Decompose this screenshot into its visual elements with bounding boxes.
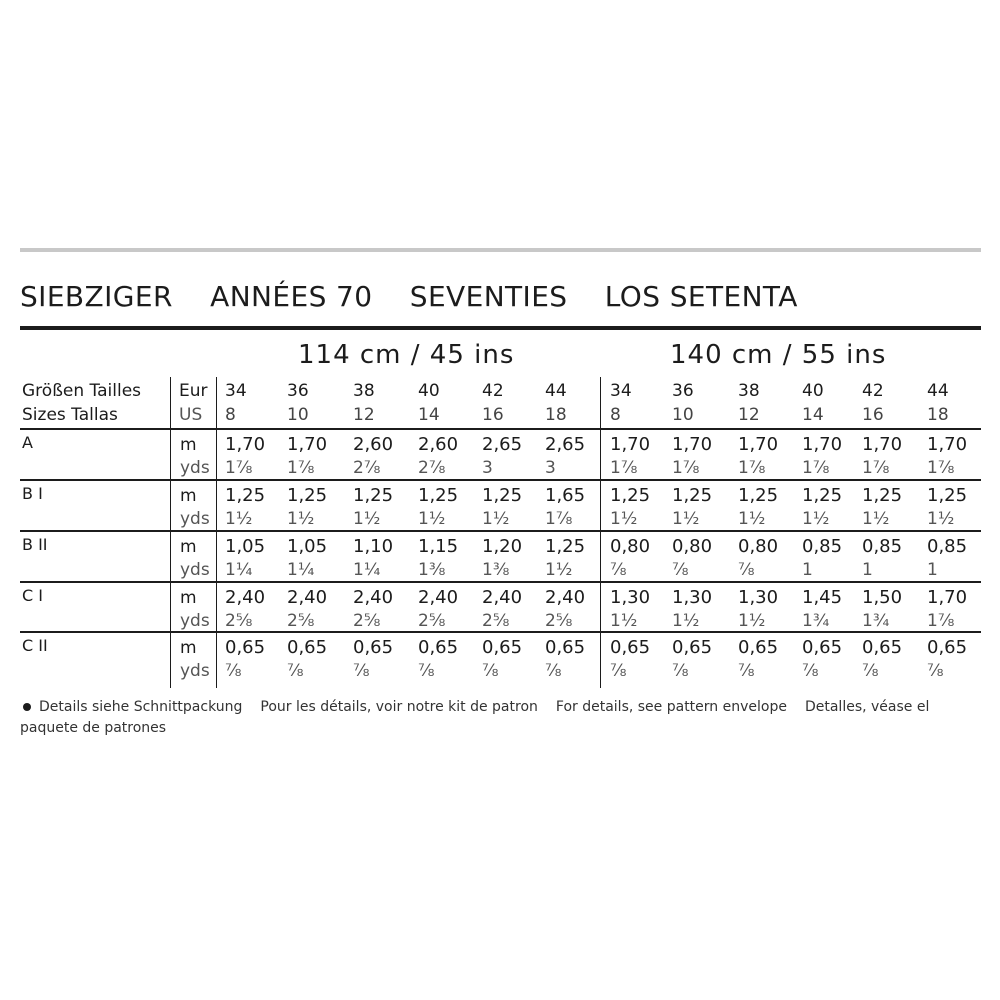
yardage-meters: 2,65 bbox=[545, 434, 586, 455]
size-eur: 40 bbox=[418, 381, 440, 401]
yardage-meters: 2,40 bbox=[353, 587, 394, 608]
unit-meters: m bbox=[180, 435, 197, 455]
yardage-meters: 2,40 bbox=[287, 587, 328, 608]
title-french: ANNÉES 70 bbox=[210, 280, 373, 313]
yardage-meters: 1,70 bbox=[927, 587, 968, 608]
unit-yards: yds bbox=[180, 560, 210, 580]
yardage-yards: 1¾ bbox=[802, 611, 830, 631]
yardage-yards: 1⅞ bbox=[862, 458, 890, 478]
yardage-meters: 1,25 bbox=[738, 485, 779, 506]
title-german: SIEBZIGER bbox=[20, 280, 173, 313]
yardage-meters: 0,65 bbox=[862, 637, 903, 658]
fabric-width-140: 140 cm / 55 ins bbox=[670, 340, 887, 370]
size-system-us: US bbox=[179, 405, 203, 425]
fabric-width-114: 114 cm / 45 ins bbox=[298, 340, 515, 370]
row-divider bbox=[20, 581, 981, 583]
view-label: C I bbox=[22, 586, 43, 605]
sizes-label-line1: Größen Tailles bbox=[22, 381, 142, 401]
yardage-yards: 3 bbox=[545, 458, 556, 478]
yardage-yards: ⅞ bbox=[927, 661, 944, 681]
yardage-meters: 1,45 bbox=[802, 587, 843, 608]
title-spanish: LOS SETENTA bbox=[604, 280, 798, 313]
view-label: C II bbox=[22, 636, 48, 655]
yardage-yards: 2⅞ bbox=[418, 458, 446, 478]
yardage-yards: 1¼ bbox=[287, 560, 315, 580]
size-us: 16 bbox=[862, 405, 884, 425]
size-us: 10 bbox=[287, 405, 309, 425]
yardage-yards: ⅞ bbox=[738, 661, 755, 681]
size-eur: 42 bbox=[862, 381, 884, 401]
yardage-yards: ⅞ bbox=[738, 560, 755, 580]
yardage-yards: 1 bbox=[802, 560, 813, 580]
yardage-yards: 1⅞ bbox=[927, 458, 955, 478]
yardage-yards: 1½ bbox=[545, 560, 573, 580]
yardage-meters: 1,70 bbox=[672, 434, 713, 455]
yardage-meters: 1,25 bbox=[802, 485, 843, 506]
yardage-yards: 1½ bbox=[353, 509, 381, 529]
column-divider bbox=[216, 377, 217, 688]
yardage-yards: 1½ bbox=[738, 611, 766, 631]
size-us: 10 bbox=[672, 405, 694, 425]
yardage-yards: ⅞ bbox=[545, 661, 562, 681]
yardage-meters: 0,85 bbox=[927, 536, 968, 557]
yardage-yards: ⅞ bbox=[482, 661, 499, 681]
size-us: 16 bbox=[482, 405, 504, 425]
yardage-meters: 1,70 bbox=[287, 434, 328, 455]
footnote-english: For details, see pattern envelope bbox=[555, 699, 787, 715]
yardage-yards: 1½ bbox=[862, 509, 890, 529]
yardage-meters: 1,70 bbox=[610, 434, 651, 455]
yardage-yards: ⅞ bbox=[672, 560, 689, 580]
yardage-meters: 1,25 bbox=[482, 485, 523, 506]
yardage-meters: 0,65 bbox=[545, 637, 586, 658]
yardage-meters: 0,65 bbox=[287, 637, 328, 658]
yardage-yards: 1½ bbox=[610, 509, 638, 529]
yardage-yards: 1⅞ bbox=[927, 611, 955, 631]
yardage-meters: 2,60 bbox=[418, 434, 459, 455]
yardage-meters: 1,25 bbox=[545, 536, 586, 557]
yardage-yards: 1 bbox=[927, 560, 938, 580]
yardage-yards: 1⅞ bbox=[545, 509, 573, 529]
yardage-meters: 1,70 bbox=[225, 434, 266, 455]
bullet-icon bbox=[23, 703, 31, 711]
yardage-meters: 0,65 bbox=[353, 637, 394, 658]
size-eur: 34 bbox=[225, 381, 247, 401]
footnote-french: Pour les détails, voir notre kit de patron bbox=[260, 699, 538, 715]
yardage-yards: 2⅝ bbox=[545, 611, 573, 631]
yardage-yards: 1½ bbox=[672, 611, 700, 631]
yardage-meters: 0,65 bbox=[927, 637, 968, 658]
yardage-meters: 2,60 bbox=[353, 434, 394, 455]
yardage-meters: 0,65 bbox=[482, 637, 523, 658]
yardage-meters: 1,05 bbox=[225, 536, 266, 557]
unit-meters: m bbox=[180, 537, 197, 557]
unit-meters: m bbox=[180, 638, 197, 658]
row-divider bbox=[20, 479, 981, 481]
yardage-meters: 2,40 bbox=[418, 587, 459, 608]
size-eur: 40 bbox=[802, 381, 824, 401]
row-divider bbox=[20, 428, 981, 430]
yardage-yards: 1½ bbox=[225, 509, 253, 529]
top-gray-rule bbox=[20, 248, 981, 252]
yardage-yards: ⅞ bbox=[862, 661, 879, 681]
yardage-yards: 1½ bbox=[802, 509, 830, 529]
footnote-german: Details siehe Schnittpackung bbox=[39, 699, 243, 715]
yardage-meters: 0,65 bbox=[672, 637, 713, 658]
size-us: 14 bbox=[802, 405, 824, 425]
yardage-meters: 1,20 bbox=[482, 536, 523, 557]
footnote bbox=[20, 697, 980, 739]
yardage-yards: 1½ bbox=[610, 611, 638, 631]
yardage-meters: 1,65 bbox=[545, 485, 586, 506]
yardage-meters: 0,80 bbox=[738, 536, 779, 557]
yardage-meters: 1,25 bbox=[672, 485, 713, 506]
yardage-yards: 1½ bbox=[927, 509, 955, 529]
yardage-meters: 1,25 bbox=[287, 485, 328, 506]
yardage-meters: 1,10 bbox=[353, 536, 394, 557]
yardage-meters: 1,25 bbox=[353, 485, 394, 506]
yardage-meters: 0,85 bbox=[802, 536, 843, 557]
title-rule bbox=[20, 326, 981, 330]
yardage-meters: 1,30 bbox=[738, 587, 779, 608]
yardage-yards: 2⅝ bbox=[482, 611, 510, 631]
yardage-yards: 1⅞ bbox=[225, 458, 253, 478]
yardage-yards: 2⅝ bbox=[225, 611, 253, 631]
yardage-meters: 2,40 bbox=[225, 587, 266, 608]
yardage-yards: ⅞ bbox=[225, 661, 242, 681]
unit-yards: yds bbox=[180, 661, 210, 681]
yardage-meters: 1,25 bbox=[610, 485, 651, 506]
title-english: SEVENTIES bbox=[409, 280, 568, 313]
yardage-meters: 1,25 bbox=[418, 485, 459, 506]
size-eur: 38 bbox=[353, 381, 375, 401]
size-eur: 42 bbox=[482, 381, 504, 401]
yardage-yards: 1½ bbox=[287, 509, 315, 529]
yardage-yards: 1⅞ bbox=[738, 458, 766, 478]
yardage-meters: 1,70 bbox=[802, 434, 843, 455]
yardage-yards: 1½ bbox=[482, 509, 510, 529]
column-divider bbox=[170, 377, 171, 688]
yardage-yards: ⅞ bbox=[610, 661, 627, 681]
yardage-yards: 1⅞ bbox=[672, 458, 700, 478]
yardage-meters: 1,05 bbox=[287, 536, 328, 557]
yardage-yards: ⅞ bbox=[287, 661, 304, 681]
view-label: A bbox=[22, 433, 33, 452]
size-eur: 34 bbox=[610, 381, 632, 401]
size-us: 18 bbox=[927, 405, 949, 425]
yardage-meters: 1,30 bbox=[672, 587, 713, 608]
size-eur: 36 bbox=[672, 381, 694, 401]
yardage-yards: ⅞ bbox=[353, 661, 370, 681]
yardage-meters: 1,30 bbox=[610, 587, 651, 608]
yardage-yards: 1½ bbox=[738, 509, 766, 529]
yardage-yards: 1½ bbox=[672, 509, 700, 529]
yardage-yards: 2⅞ bbox=[353, 458, 381, 478]
yardage-yards: 1½ bbox=[418, 509, 446, 529]
row-divider bbox=[20, 530, 981, 532]
size-us: 12 bbox=[353, 405, 375, 425]
yardage-yards: 2⅝ bbox=[418, 611, 446, 631]
yardage-meters: 1,25 bbox=[862, 485, 903, 506]
view-label: B II bbox=[22, 535, 48, 554]
yardage-yards: 1¼ bbox=[353, 560, 381, 580]
size-eur: 44 bbox=[545, 381, 567, 401]
yardage-yards: ⅞ bbox=[418, 661, 435, 681]
size-eur: 38 bbox=[738, 381, 760, 401]
yardage-meters: 0,80 bbox=[672, 536, 713, 557]
unit-yards: yds bbox=[180, 458, 210, 478]
view-label: B I bbox=[22, 484, 43, 503]
yardage-meters: 0,65 bbox=[418, 637, 459, 658]
yardage-yards: 2⅝ bbox=[353, 611, 381, 631]
yardage-meters: 1,25 bbox=[225, 485, 266, 506]
yardage-yards: 1¾ bbox=[862, 611, 890, 631]
yardage-yards: ⅞ bbox=[610, 560, 627, 580]
size-us: 8 bbox=[610, 405, 621, 425]
unit-meters: m bbox=[180, 588, 197, 608]
yardage-meters: 0,80 bbox=[610, 536, 651, 557]
yardage-meters: 1,70 bbox=[738, 434, 779, 455]
yardage-meters: 1,50 bbox=[862, 587, 903, 608]
yardage-yards: ⅞ bbox=[672, 661, 689, 681]
size-system-eur: Eur bbox=[179, 381, 208, 401]
yardage-meters: 1,15 bbox=[418, 536, 459, 557]
yardage-meters: 0,65 bbox=[610, 637, 651, 658]
yardage-meters: 1,25 bbox=[927, 485, 968, 506]
sizes-label-line2: Sizes Tallas bbox=[22, 405, 118, 425]
yardage-yards: 2⅝ bbox=[287, 611, 315, 631]
yardage-meters: 0,65 bbox=[802, 637, 843, 658]
yardage-meters: 2,65 bbox=[482, 434, 523, 455]
size-us: 12 bbox=[738, 405, 760, 425]
yardage-meters: 1,70 bbox=[862, 434, 903, 455]
unit-yards: yds bbox=[180, 509, 210, 529]
column-divider bbox=[600, 377, 601, 688]
yardage-yards: 1⅞ bbox=[287, 458, 315, 478]
unit-meters: m bbox=[180, 486, 197, 506]
yardage-yards: 1¼ bbox=[225, 560, 253, 580]
yardage-meters: 0,85 bbox=[862, 536, 903, 557]
yardage-meters: 2,40 bbox=[545, 587, 586, 608]
unit-yards: yds bbox=[180, 611, 210, 631]
yardage-yards: 1 bbox=[862, 560, 873, 580]
yardage-meters: 0,65 bbox=[738, 637, 779, 658]
pattern-title bbox=[20, 280, 798, 314]
yardage-yards: 1⅜ bbox=[482, 560, 510, 580]
footnote-spanish: Detalles, véase el paquete de patrones bbox=[20, 699, 930, 736]
yardage-yards: 3 bbox=[482, 458, 493, 478]
yardage-meters: 1,70 bbox=[927, 434, 968, 455]
yardage-yards: ⅞ bbox=[802, 661, 819, 681]
size-us: 18 bbox=[545, 405, 567, 425]
yardage-yards: 1⅜ bbox=[418, 560, 446, 580]
yardage-meters: 2,40 bbox=[482, 587, 523, 608]
size-eur: 44 bbox=[927, 381, 949, 401]
size-us: 8 bbox=[225, 405, 236, 425]
size-eur: 36 bbox=[287, 381, 309, 401]
size-us: 14 bbox=[418, 405, 440, 425]
yardage-yards: 1⅞ bbox=[802, 458, 830, 478]
yardage-yards: 1⅞ bbox=[610, 458, 638, 478]
yardage-meters: 0,65 bbox=[225, 637, 266, 658]
